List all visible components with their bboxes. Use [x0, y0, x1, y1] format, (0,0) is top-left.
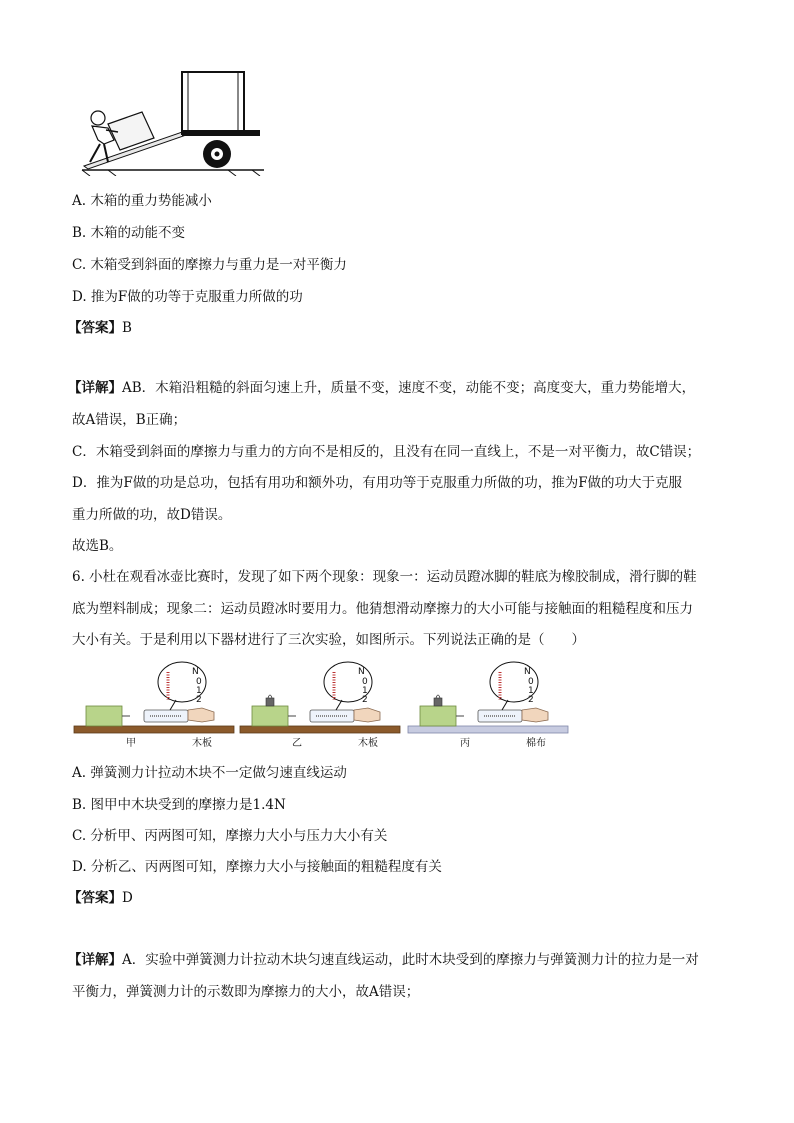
- q5-option-b: B. 木箱的动能不变: [72, 225, 186, 241]
- q5-explain-line-1: [68, 378, 695, 398]
- panel-jia: [74, 662, 234, 749]
- q6-explain-line-1: [68, 950, 699, 970]
- answer-value: D: [122, 890, 133, 906]
- dial-unit: N: [524, 667, 531, 677]
- panel-name: 甲: [126, 738, 136, 749]
- dial-mark-1: 1: [528, 686, 534, 696]
- q5-option-d: D. 推为F做的功等于克服重力所做的功: [72, 289, 303, 305]
- dial-mark-0: 0: [196, 677, 202, 687]
- panel-yi: [240, 662, 400, 749]
- dial-mark-0: 0: [528, 677, 534, 687]
- q6-stem-line-1: 6. 小杜在观看冰壶比赛时，发现了如下两个现象：现象一：运动员蹬冰脚的鞋底为橡胶制成，滑行脚的鞋: [72, 569, 697, 585]
- q5-explain-line-5: 重力所做的功，故D错误。: [72, 507, 232, 523]
- q6-option-a: A. 弹簧测力计拉动木块不一定做匀速直线运动: [72, 765, 347, 781]
- q5-option-c: C. 木箱受到斜面的摩擦力与重力是一对平衡力: [72, 257, 347, 273]
- explain-tag: 【详解】: [68, 380, 122, 396]
- panel-bing: [408, 662, 568, 749]
- dial-mark-0: 0: [362, 677, 368, 687]
- dial-mark-2: 2: [362, 695, 368, 705]
- dial-mark-1: 1: [362, 686, 368, 696]
- q5-option-a: A. 木箱的重力势能减小: [72, 193, 212, 209]
- q6-option-d: D. 分析乙、丙两图可知，摩擦力大小与接触面的粗糙程度有关: [72, 859, 442, 875]
- surface-label: 木板: [192, 738, 212, 749]
- explain-text: AB．木箱沿粗糙的斜面匀速上升，质量不变，速度不变，动能不变；高度变大，重力势能增大，: [122, 380, 696, 396]
- dial-unit: N: [192, 667, 199, 677]
- dial-mark-1: 1: [196, 686, 202, 696]
- explain-tag: 【详解】: [68, 952, 122, 968]
- q6-explain-line-2: 平衡力，弹簧测力计的示数即为摩擦力的大小，故A错误；: [72, 984, 420, 1000]
- answer-tag: 【答案】: [68, 890, 122, 906]
- q5-answer: [68, 318, 132, 338]
- q6-option-c: C. 分析甲、丙两图可知，摩擦力大小与压力大小有关: [72, 828, 388, 844]
- surface-label: 棉布: [526, 738, 546, 749]
- explain-text: A．实验中弹簧测力计拉动木块匀速直线运动，此时木块受到的摩擦力与弹簧测力计的拉力是一对: [122, 952, 699, 968]
- q6-stem-line-2: 底为塑料制成；现象二：运动员蹬冰时要用力。他猜想滑动摩擦力的大小可能与接触面的粗糙程度和压力: [72, 601, 693, 617]
- q6-option-b: B. 图甲中木块受到的摩擦力是1.4N: [72, 797, 286, 813]
- q6-stem-line-3: 大小有关。于是利用以下器材进行了三次实验，如图所示。下列说法正确的是（ ）: [72, 632, 585, 648]
- ramp-truck-figure: [78, 66, 268, 176]
- q5-explain-line-4: D．推为F做的功是总功，包括有用功和额外功，有用功等于克服重力所做的功，推为F做的功大于克服: [72, 475, 683, 491]
- friction-experiments-figure: [72, 660, 572, 752]
- surface-label: 木板: [358, 738, 378, 749]
- answer-value: B: [122, 320, 132, 336]
- dial-unit: N: [358, 667, 365, 677]
- dial-mark-2: 2: [196, 695, 202, 705]
- answer-tag: 【答案】: [68, 320, 122, 336]
- panel-name: 乙: [292, 738, 302, 749]
- q6-answer: [68, 888, 133, 908]
- q5-explain-line-3: C．木箱受到斜面的摩擦力与重力的方向不是相反的，且没有在同一直线上，不是一对平衡力，故C错误；: [72, 444, 701, 460]
- q5-explain-line-2: 故A错误，B正确；: [72, 412, 187, 428]
- panel-name: 丙: [460, 738, 470, 749]
- q5-explain-line-6: 故选B。: [72, 538, 123, 554]
- dial-mark-2: 2: [528, 695, 534, 705]
